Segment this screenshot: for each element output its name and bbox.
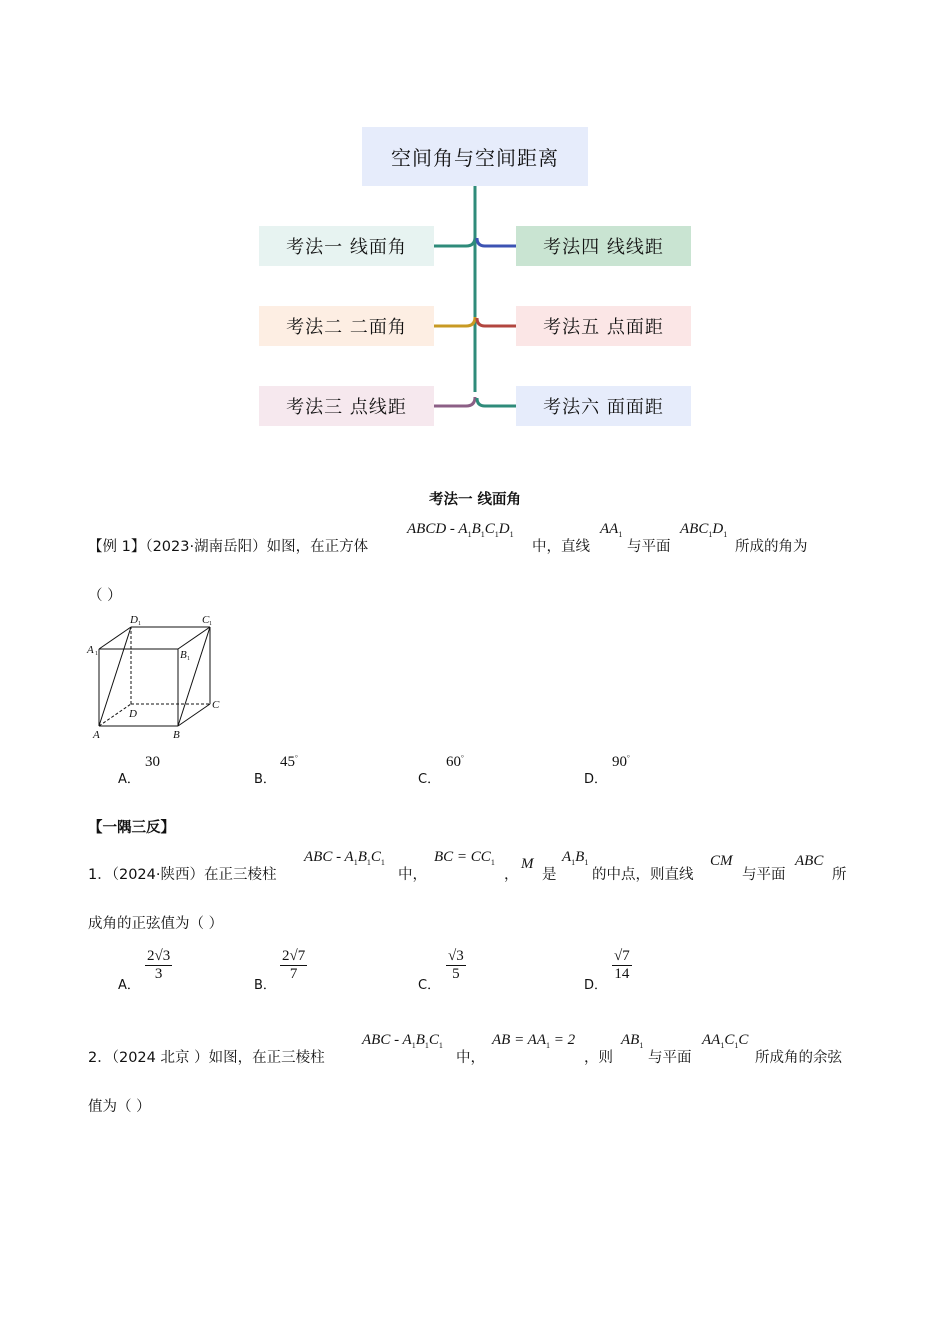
- question-1-math-a1b1: $A_1B_1$: [562, 849, 589, 867]
- cube-figure: [85, 610, 225, 745]
- branch-line-r3: [477, 398, 516, 406]
- branch-line-l2: [433, 317, 475, 326]
- label-d: D: [129, 708, 137, 720]
- example-1-option-b-label: B．: [254, 772, 276, 787]
- label-c1-sub: 1: [209, 621, 212, 627]
- question-2-math-ab1: $AB_1$: [621, 1032, 644, 1050]
- mindmap-node-r3: 考法六 面面距: [516, 386, 691, 426]
- question-1-mid3: 的中点，则直线: [592, 867, 694, 883]
- question-1-option-c-label: C．: [418, 978, 441, 993]
- question-2-mid3: 与平面: [648, 1050, 692, 1066]
- question-1-option-d-label: D．: [584, 978, 608, 993]
- example-1-option-d-value: 90°: [612, 754, 630, 770]
- example-1-option-c-label: C．: [418, 772, 441, 787]
- label-c: C: [212, 699, 220, 711]
- edge-a1-d1: [99, 627, 131, 649]
- branch-line-r1: [477, 238, 516, 246]
- question-2-math-eq: AB = $AA_1 = 2$: [492, 1032, 576, 1050]
- example-1-math-cube: ABCD - $A_1B_1C_1D_1$: [407, 521, 514, 539]
- label-d1-sub: 1: [138, 621, 141, 627]
- question-1-math-eq: BC = $CC_1$: [434, 849, 495, 867]
- example-1-option-b-value: 45°: [280, 754, 298, 770]
- example-1-mid2: 与平面: [627, 539, 671, 555]
- label-d1: D: [130, 614, 138, 626]
- question-1-math-cm: CM: [710, 853, 733, 869]
- edge-b-c: [178, 704, 210, 726]
- question-2-math-plane: $AA_1C_1C$: [702, 1032, 749, 1050]
- branch-line-r2: [477, 318, 516, 326]
- example-1-option-a-value: 30: [145, 754, 160, 770]
- label-a1-sub: 1: [95, 651, 98, 657]
- question-1-prefix: 1．（2024·陕西）在正三棱柱: [88, 867, 277, 883]
- mindmap-title: 空间角与空间距离: [362, 127, 588, 186]
- label-a: A: [93, 729, 100, 741]
- question-1-option-a-fraction: $\frac{2√3}{3}$: [147, 948, 171, 982]
- question-1-suffix: 所: [832, 867, 847, 883]
- question-1-math-m: M: [521, 856, 534, 872]
- question-1-option-b-fraction: $\frac{2√7}{7}$: [282, 948, 306, 982]
- example-1-math-plane: $ABC_1D_1$: [680, 521, 728, 539]
- question-1-math-abc: ABC: [795, 853, 824, 869]
- edge-b1-c1: [178, 627, 210, 649]
- question-2-prefix: 2．（2024 北京 ）如图，在正三棱柱: [88, 1050, 325, 1066]
- question-1-mid1: 中，: [398, 867, 427, 883]
- edge-a-d1: [99, 627, 131, 726]
- question-1-math-prism: ABC - $A_1B_1C_1$: [304, 849, 385, 867]
- question-2-mid1: 中，: [456, 1050, 485, 1066]
- question-2-mid2: ，则: [584, 1050, 613, 1066]
- question-1-mid2: 是: [542, 867, 557, 883]
- question-1-line2: 成角的正弦值为（ ）: [88, 916, 224, 932]
- mindmap-node-l2: 考法二 二面角: [259, 306, 434, 346]
- label-c1: C: [202, 614, 210, 626]
- example-1-mid1: 中，直线: [532, 539, 590, 555]
- question-1-option-a-label: A．: [118, 978, 140, 993]
- mindmap-node-l1: 考法一 线面角: [259, 226, 434, 266]
- mindmap-node-r1: 考法四 线线距: [516, 226, 691, 266]
- mindmap-node-r2: 考法五 点面距: [516, 306, 691, 346]
- label-b1-sub: 1: [187, 656, 190, 662]
- example-1-suffix: 所成的角为: [735, 539, 808, 555]
- edge-b-c1: [178, 627, 210, 726]
- label-a1: A: [87, 644, 94, 656]
- example-1-paren: （ ）: [88, 588, 122, 604]
- example-1-option-d-label: D．: [584, 772, 608, 787]
- question-1-mid4: 与平面: [742, 867, 786, 883]
- mindmap-node-l3: 考法三 点线距: [259, 386, 434, 426]
- question-1-option-d-fraction: $\frac{√7}{14}$: [614, 948, 630, 982]
- label-b1: B: [180, 649, 187, 661]
- example-1-prefix: 【例 1】（2023·湖南岳阳）如图，在正方体: [88, 539, 369, 555]
- section-title: 考法一 线面角: [428, 492, 522, 508]
- label-b: B: [173, 729, 180, 741]
- question-1-comma: ，: [504, 867, 519, 883]
- question-2-suffix: 所成角的余弦: [755, 1050, 842, 1066]
- question-2-math-prism: ABC - $A_1B_1C_1$: [362, 1032, 443, 1050]
- branch-line-l1: [433, 237, 475, 246]
- question-1-option-b-label: B．: [254, 978, 276, 993]
- question-1-option-c-fraction: $\frac{√3}{5}$: [448, 948, 464, 982]
- example-1-option-c-value: 60°: [446, 754, 464, 770]
- question-2-line2: 值为（ ）: [88, 1099, 151, 1115]
- extend-title: 【一隅三反】: [88, 820, 175, 836]
- branch-line-l3: [433, 397, 475, 406]
- mindmap-connectors: [0, 0, 950, 440]
- example-1-math-line: $AA_1$: [600, 521, 623, 539]
- example-1-option-a-label: A．: [118, 772, 140, 787]
- edge-a-d-hidden: [99, 704, 131, 726]
